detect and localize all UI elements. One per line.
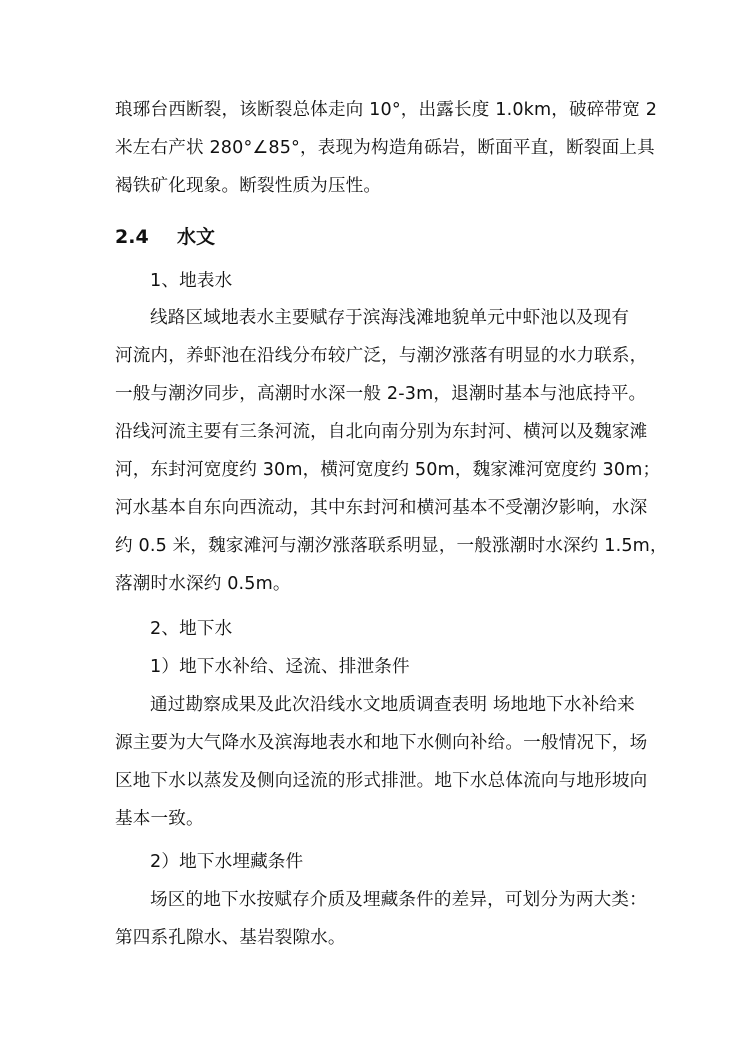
section-number: 2.4 <box>115 226 149 248</box>
subsection-title: 2）地下水埋藏条件 <box>150 852 304 872</box>
section-title: 水文 <box>177 226 216 248</box>
subsection-title: 2、地下水 <box>150 619 233 639</box>
paragraph-line: 琅琊台西断裂，该断裂总体走向 10°，出露长度 1.0km，破碎带宽 2 <box>115 100 658 120</box>
paragraph-line: 沿线河流主要有三条河流，自北向南分别为东封河、横河以及魏家滩 <box>115 422 648 442</box>
paragraph-line: 基本一致。 <box>115 809 204 829</box>
paragraph-line: 线路区域地表水主要赋存于滨海浅滩地貌单元中虾池以及现有 <box>150 308 630 328</box>
paragraph-line: 落潮时水深约 0.5m。 <box>115 574 291 594</box>
paragraph-line: 河水基本自东向西流动，其中东封河和横河基本不受潮汐影响，水深 <box>115 498 648 518</box>
subsection-title: 1）地下水补给、迳流、排泄条件 <box>150 657 410 677</box>
paragraph-line: 河流内，养虾池在沿线分布较广泛，与潮汐涨落有明显的水力联系， <box>115 346 648 366</box>
paragraph-line: 源主要为大气降水及滨海地表水和地下水侧向补给。一般情况下，场 <box>115 733 648 753</box>
subsection-title: 1、地表水 <box>150 271 233 291</box>
section-heading <box>115 224 215 250</box>
paragraph-line: 第四系孔隙水、基岩裂隙水。 <box>115 928 346 948</box>
paragraph-line: 米左右产状 280°∠85°，表现为构造角砾岩，断面平直，断裂面上具 <box>115 138 655 158</box>
paragraph-line: 通过勘察成果及此次沿线水文地质调查表明 场地地下水补给来 <box>150 695 635 715</box>
paragraph-line: 场区的地下水按赋存介质及埋藏条件的差异，可划分为两大类： <box>150 890 647 910</box>
paragraph-line: 褐铁矿化现象。断裂性质为压性。 <box>115 176 382 196</box>
paragraph-line: 一般与潮汐同步，高潮时水深一般 2-3m，退潮时基本与池底持平。 <box>115 384 647 404</box>
paragraph-line: 约 0.5 米，魏家滩河与潮汐涨落联系明显，一般涨潮时水深约 1.5m， <box>115 536 668 556</box>
paragraph-line: 河，东封河宽度约 30m，横河宽度约 50m，魏家滩河宽度约 30m； <box>115 460 661 480</box>
paragraph-line: 区地下水以蒸发及侧向迳流的形式排泄。地下水总体流向与地形坡向 <box>115 771 648 791</box>
